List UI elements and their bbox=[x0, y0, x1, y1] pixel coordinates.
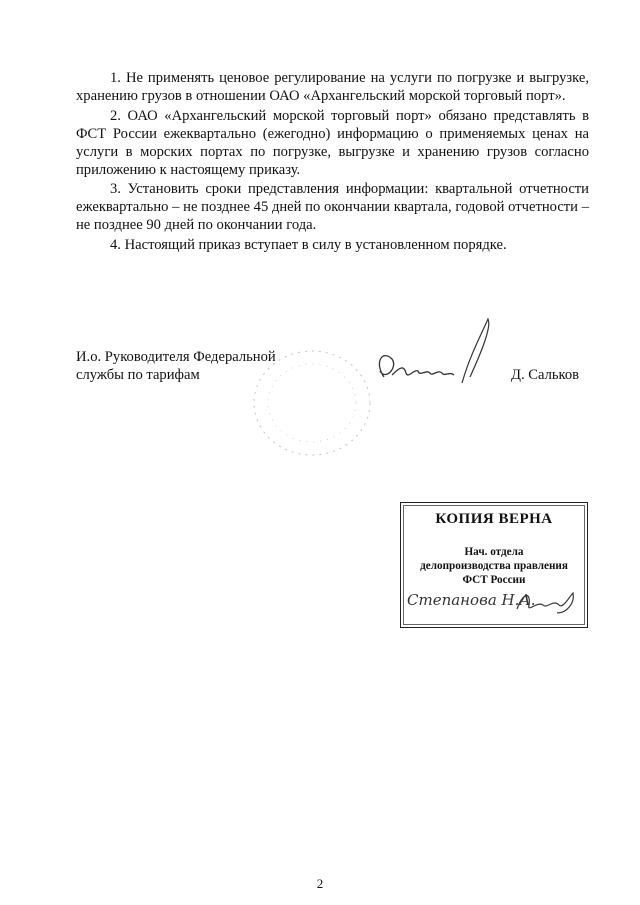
order-item-3 bbox=[76, 180, 589, 234]
signatory-position bbox=[76, 348, 276, 384]
item-text: Настоящий приказ вступает в силу в установленном порядке. bbox=[124, 236, 507, 253]
position-line-1: И.о. Руководителя Федеральной bbox=[76, 349, 276, 365]
item-number: 4. bbox=[110, 236, 121, 253]
order-item-1 bbox=[76, 69, 589, 105]
item-text: ОАО «Архангельский морской торговый порт» обязано представлять в ФСТ России ежеквартально (ежегодно) информацию о применяемых ценах на услуги в морских портах по погрузке, выгрузке и хранению грузов согласно приложению к настоящему приказу. bbox=[76, 107, 589, 178]
stamp-position bbox=[405, 545, 583, 587]
stamp-line-3: ФСТ России bbox=[462, 574, 526, 586]
page-number: 2 bbox=[316, 876, 324, 891]
item-number: 3. bbox=[110, 181, 121, 197]
order-item-4 bbox=[76, 236, 589, 254]
seal-impression bbox=[250, 345, 380, 465]
stamp-handwritten-name: Степанова Н.А. bbox=[407, 591, 536, 609]
item-text: Не применять ценовое регулирование на услуги по погрузке и выгрузке, хранению грузов в отношении ОАО «Архангельский морской торговый порт». bbox=[76, 70, 589, 104]
item-number: 1. bbox=[110, 70, 121, 86]
item-number: 2. bbox=[110, 107, 121, 124]
stamp-title: КОПИЯ ВЕРНА bbox=[435, 511, 553, 527]
stamp-line-2: делопроизводства правления bbox=[420, 560, 568, 572]
stamp-signature bbox=[513, 583, 583, 623]
signatory-name: Д. Сальков bbox=[511, 367, 580, 383]
order-item-2 bbox=[76, 107, 589, 179]
certified-copy-stamp bbox=[400, 502, 588, 628]
handwritten-signature bbox=[370, 315, 500, 395]
position-line-2: службы по тарифам bbox=[76, 367, 200, 383]
order-items bbox=[76, 69, 589, 255]
stamp-line-1: Нач. отдела bbox=[464, 546, 524, 558]
item-text: Установить сроки представления информации: квартальной отчетности ежеквартально – не позднее 45 дней по окончании квартала, годовой отчетности – не позднее 90 дней по окончании года. bbox=[76, 181, 589, 233]
